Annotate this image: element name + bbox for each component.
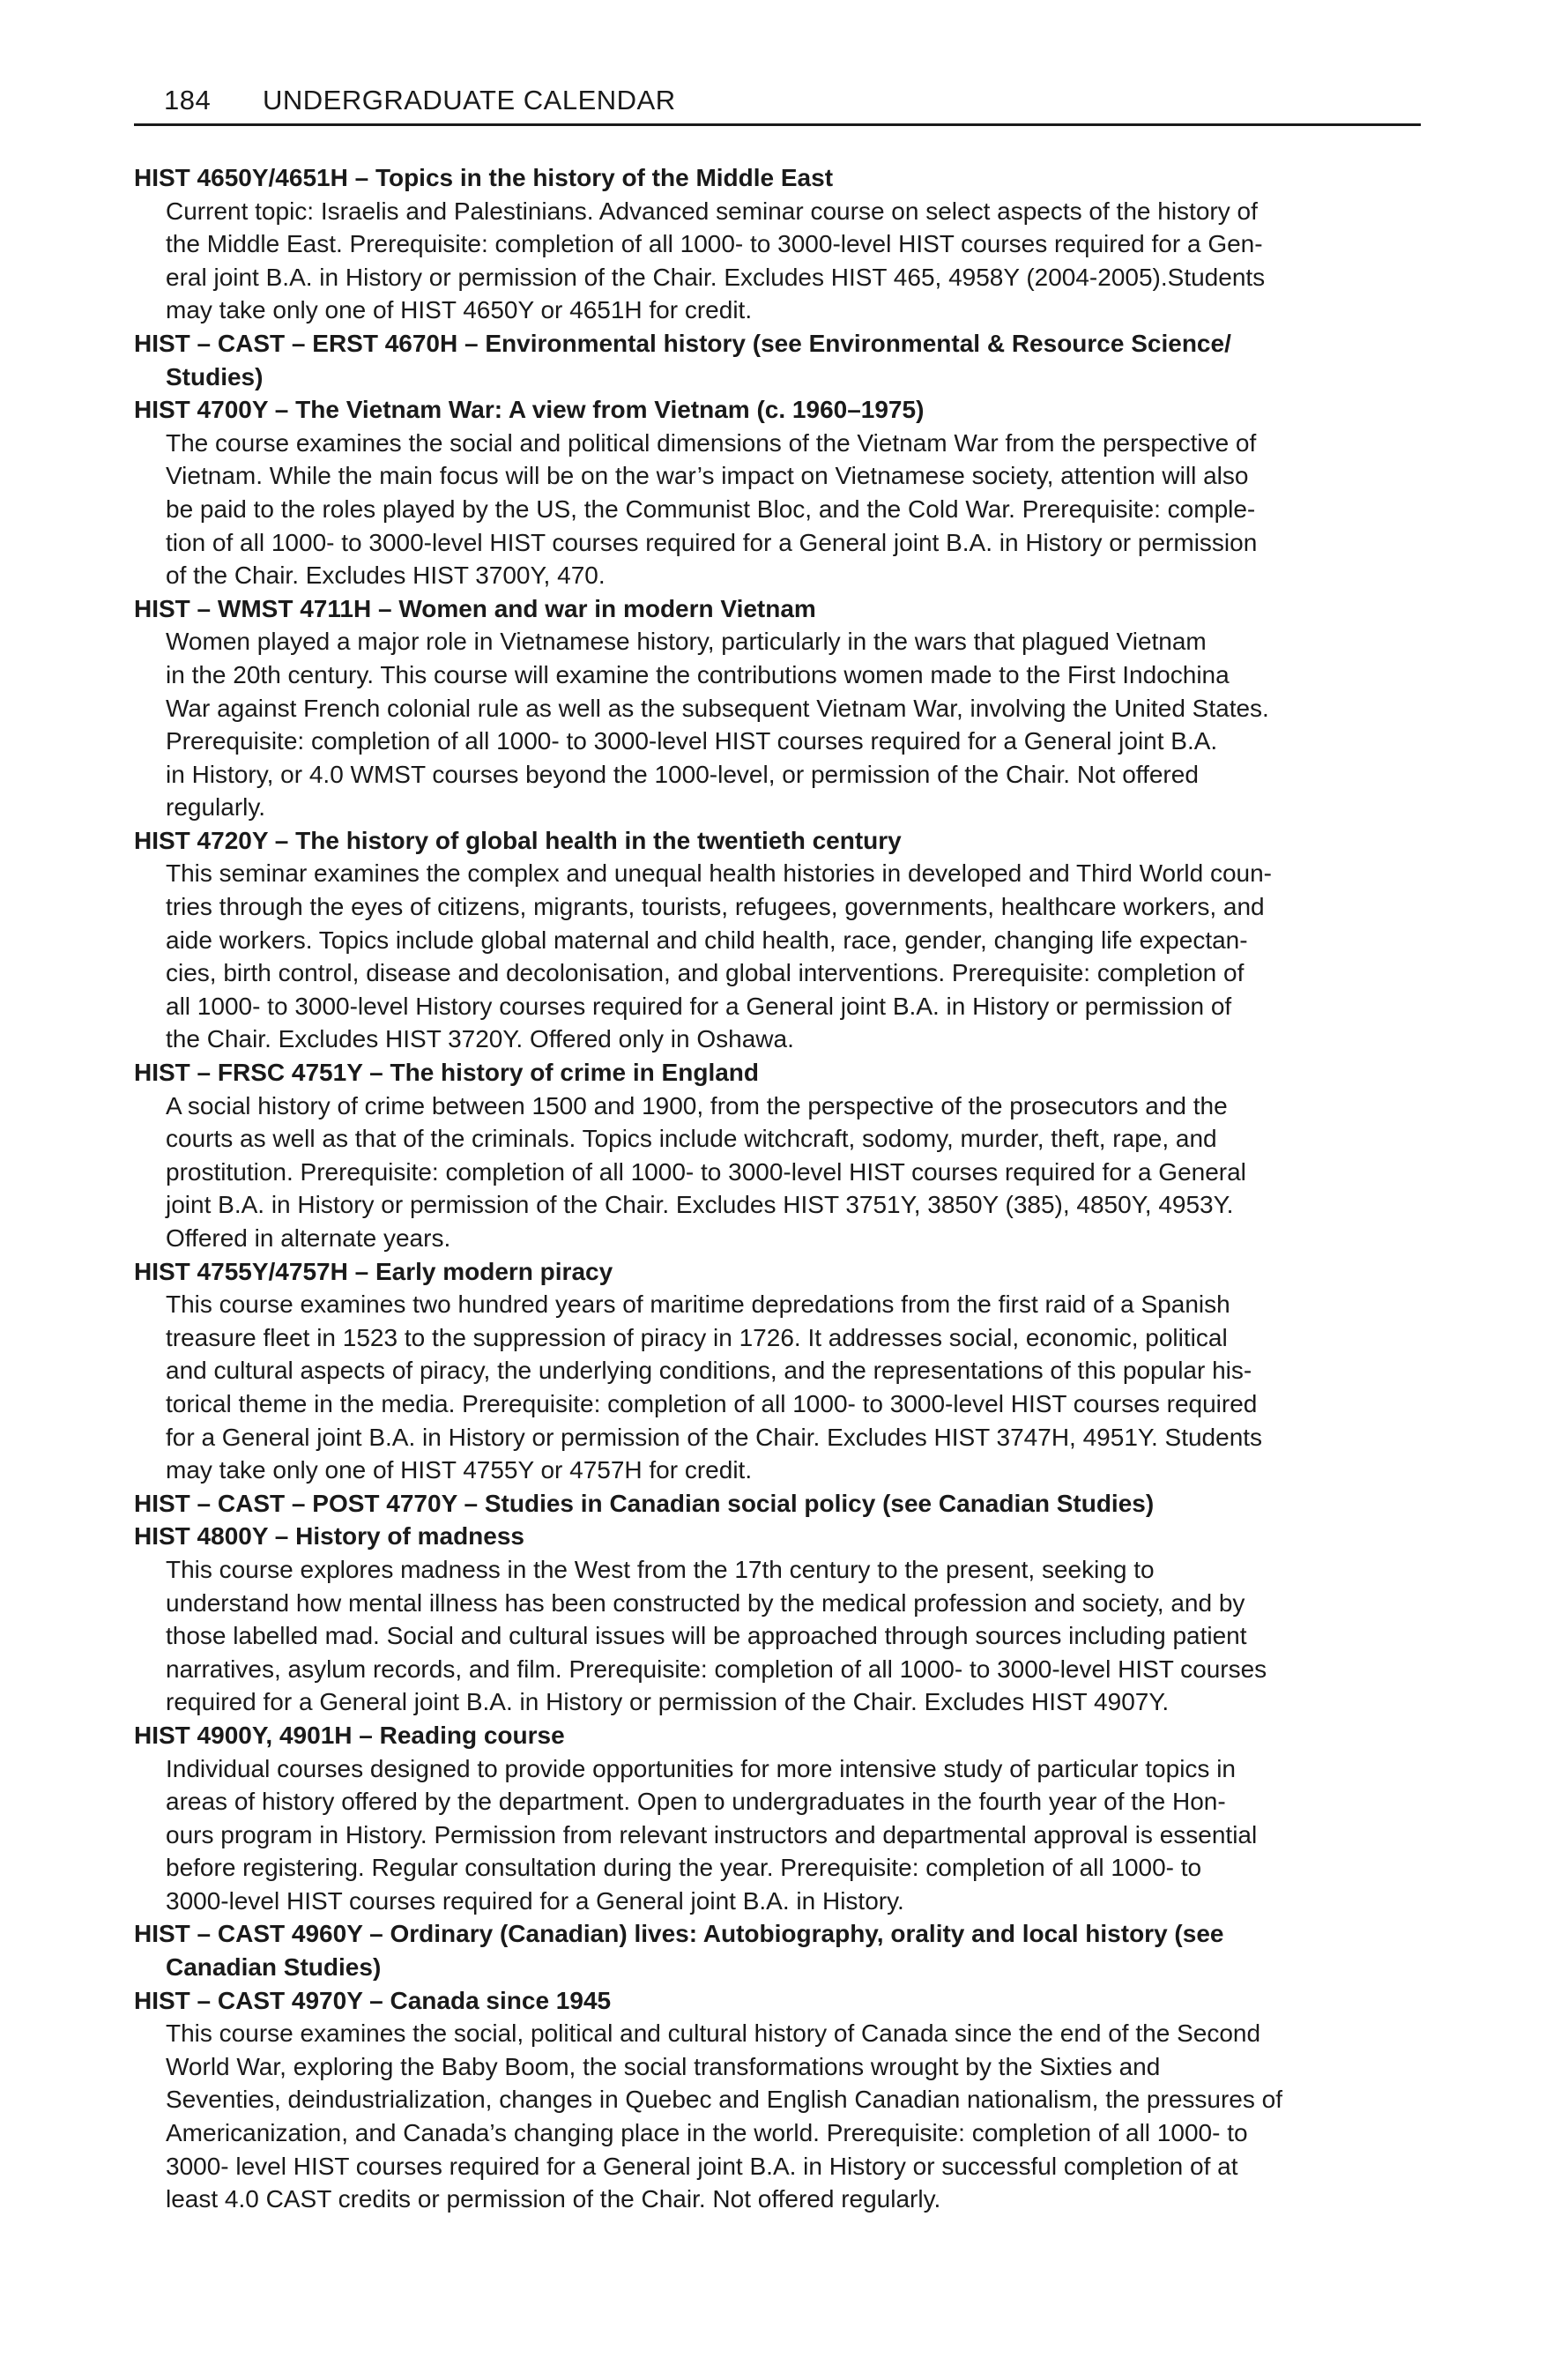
course-title: HIST 4755Y/4757H – Early modern piracy (134, 1257, 613, 1285)
course-description: Individual courses designed to provide opportunities for more intensive study of particular topics in areas of history offered by the department. Open to undergraduates in the fourth year of the Hon- ours program in History. Permission from relevant instructors and departmental approval is essential before registering. Regular consultation during the year. Prerequisite: completion of all 1000- to 3000-level HIST courses required for a General joint B.A. in History. (166, 1754, 1258, 1915)
course-title: HIST 4900Y, 4901H – Reading course (134, 1721, 565, 1749)
course-entry (134, 592, 1419, 824)
course-description: Current topic: Israelis and Palestinians. Advanced seminar course on select aspects of the history of the Middle East. Prerequisite: completion of all 1000- to 3000-level HIST courses required for a Gen- eral joint B.A. in History or permission of the Chair. Excludes HIST 465, 4958Y (2004-2005).Students may take only one of HIST 4650Y or 4651H for credit. (166, 197, 1266, 324)
course-entry (134, 1984, 1419, 2216)
course-title: HIST 4650Y/4651H – Topics in the history of the Middle East (134, 164, 834, 191)
course-title: HIST – CAST 4970Y – Canada since 1945 (134, 1986, 612, 2014)
course-description: Women played a major role in Vietnamese history, particularly in the wars that plagued Vietnam in the 20th century. This course will examine the contributions women made to the First Indochina War against French colonial rule as well as the subsequent Vietnam War, involving the United States. Prerequisite: completion of all 1000- to 3000-level HIST courses required for a General joint B.A. in History, or 4.0 WMST courses beyond the 1000-level, or permission of the Chair. Not offered regularly. (166, 628, 1269, 822)
course-title: HIST – CAST – ERST 4670H – Environmental history (see Environmental & Resource Science/ Studies) (134, 329, 1231, 390)
course-description: The course examines the social and political dimensions of the Vietnam War from the perspective of Vietnam. While the main focus will be on the war’s impact on Vietnamese society, attention will also be paid to the roles played by the US, the Communist Bloc, and the Cold War. Prerequisite: comple- tion of all 1000- to 3000-level HIST courses required for a General joint B.A. in History or permission of the Chair. Excludes HIST 3700Y, 470. (166, 428, 1258, 590)
course-title: HIST 4720Y – The history of global health in the twentieth century (134, 826, 902, 854)
course-description: This seminar examines the complex and unequal health histories in developed and Third World coun- tries through the eyes of citizens, migrants, tourists, refugees, governments, healthcare workers, and aide workers. Topics include global maternal and child health, race, gender, changing life expectan- cies, birth control, disease and decolonisation, and global interventions. Prerequisite: completion of all 1000- to 3000-level History courses required for a General joint B.A. in History or permission of the Chair. Excludes HIST 3720Y. Offered only in Oshawa. (166, 859, 1273, 1053)
course-title: HIST – CAST 4960Y – Ordinary (Canadian) lives: Autobiography, orality and local history (see Canadian Studies) (134, 1920, 1224, 1982)
running-title: UNDERGRADUATE CALENDAR (263, 85, 676, 115)
course-listing (134, 161, 1419, 2216)
course-title: HIST 4700Y – The Vietnam War: A view from Vietnam (c. 1960–1975) (134, 396, 925, 424)
course-entry (134, 824, 1419, 1056)
course-entry (134, 393, 1419, 592)
page-header (134, 81, 1421, 126)
course-entry (134, 1487, 1419, 1521)
course-entry (134, 1520, 1419, 1719)
course-entry (134, 1917, 1419, 1983)
course-entry (134, 1255, 1419, 1487)
course-title: HIST – CAST – POST 4770Y – Studies in Canadian social policy (see Canadian Studies) (134, 1489, 1155, 1517)
course-description: This course explores madness in the West from the 17th century to the present, seeking to understand how mental illness has been constructed by the medical profession and society, and by those labelled mad. Social and cultural issues will be approached through sources including patient narratives, asylum records, and film. Prerequisite: completion of all 1000- to 3000-level HIST courses required for a General joint B.A. in History or permission of the Chair. Excludes HIST 4907Y. (166, 1555, 1267, 1716)
course-entry (134, 1719, 1419, 1918)
course-description: A social history of crime between 1500 and 1900, from the perspective of the prosecutors and the courts as well as that of the criminals. Topics include witchcraft, sodomy, murder, theft, rape, and prostitution. Prerequisite: completion of all 1000- to 3000-level HIST courses required for a General joint B.A. in History or permission of the Chair. Excludes HIST 3751Y, 3850Y (385), 4850Y, 4953Y. Offered in alternate years. (166, 1091, 1246, 1252)
course-description: This course examines the social, political and cultural history of Canada since the end of the Second World War, exploring the Baby Boom, the social transformations wrought by the Sixties and Seventies, deindustrialization, changes in Quebec and English Canadian nationalism, the pressures of Americanization, and Canada’s changing place in the world. Prerequisite: completion of all 1000- to 3000- level HIST courses required for a General joint B.A. in History or successful completion of at least 4.0 CAST credits or permission of the Chair. Not offered regularly. (166, 2019, 1282, 2213)
course-entry (134, 161, 1419, 327)
course-entry (134, 1056, 1419, 1255)
page-number: 184 (164, 85, 212, 115)
course-title: HIST – FRSC 4751Y – The history of crime in England (134, 1059, 759, 1087)
course-title: HIST 4800Y – History of madness (134, 1522, 524, 1551)
course-entry (134, 327, 1419, 393)
course-title: HIST – WMST 4711H – Women and war in modern Vietnam (134, 594, 816, 622)
course-description: This course examines two hundred years of maritime depredations from the first raid of a Spanish treasure fleet in 1523 to the suppression of piracy in 1726. It addresses social, economic, political and cultural aspects of piracy, the underlying conditions, and the representations of this popular his- torical theme in the media. Prerequisite: completion of all 1000- to 3000-level HIST courses required for a General joint B.A. in History or permission of the Chair. Excludes HIST 3747H, 4951Y. Students may take only one of HIST 4755Y or 4757H for credit. (166, 1290, 1263, 1484)
